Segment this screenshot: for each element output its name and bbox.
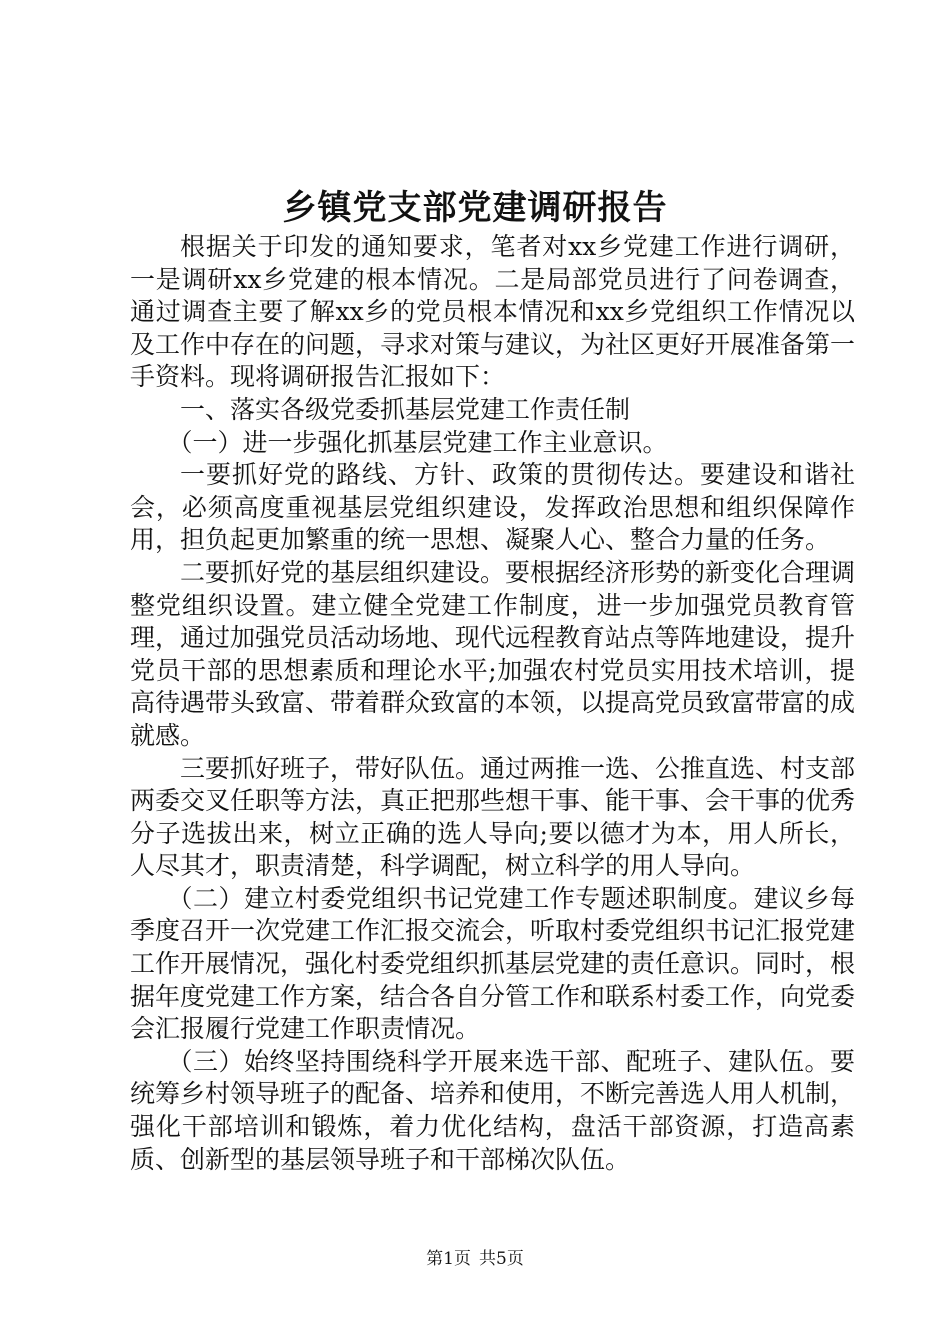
- page-number: 第1页: [426, 1249, 471, 1269]
- page-footer: [0, 1247, 950, 1271]
- subsection-heading-1: （一）进一步强化抓基层党建工作主业意识。: [167, 427, 668, 457]
- paragraph-point-2: 二要抓好党的基层组织建设。要根据经济形势的新变化合理调整党组织设置。建立健全党建工作制度，进一步加强党员教育管理，通过加强党员活动场地、现代远程教育站点等阵地建设，提升党员干部的思想素质和理论水平;加强农村党员实用技术培训，提高待遇带头致富、带着群众致富的本领，以提高党员致富带富的成就感。: [130, 557, 856, 750]
- document-title: 乡镇党支部党建调研报告: [282, 188, 668, 228]
- paragraph-point-3: 三要抓好班子，带好队伍。通过两推一选、公推直选、村支部两委交叉任职等方法，真正把那些想干事、能干事、会干事的优秀分子选拔出来，树立正确的选人导向;要以德才为本，用人所长，人尽其才，职责清楚，科学调配，树立科学的用人导向。: [130, 753, 856, 881]
- paragraph-intro: 根据关于印发的通知要求，笔者对xx乡党建工作进行调研，一是调研xx乡党建的根本情况。二是局部党员进行了问卷调查，通过调查主要了解xx乡的党员根本情况和xx乡党组织工作情况以及工作中存在的问题，寻求对策与建议，为社区更好开展准备第一手资料。现将调研报告汇报如下：: [130, 232, 856, 392]
- document-body: [130, 231, 855, 1176]
- page-total: 共5页: [479, 1249, 524, 1269]
- section-heading-1: 一、落实各级党委抓基层党建工作责任制: [180, 394, 631, 424]
- paragraph-subsection-3: （三）始终坚持围绕科学开展来选干部、配班子、建队伍。要统筹乡村领导班子的配备、培养和使用，不断完善选人用人机制，强化干部培训和锻炼，着力优化结构，盘活干部资源，打造高素质、创新型的基层领导班子和干部梯次队伍。: [130, 1046, 856, 1174]
- paragraph-subsection-2: （二）建立村委党组织书记党建工作专题述职制度。建议乡每季度召开一次党建工作汇报交流会，听取村委党组织书记汇报党建工作开展情况，强化村委党组织抓基层党建的责任意识。同时，根据年度党建工作方案，结合各自分管工作和联系村委工作，向党委会汇报履行党建工作职责情况。: [130, 883, 856, 1044]
- paragraph-point-1: 一要抓好党的路线、方针、政策的贯彻传达。要建设和谐社会，必须高度重视基层党组织建设，发挥政治思想和组织保障作用，担负起更加繁重的统一思想、凝聚人心、整合力量的任务。: [130, 460, 855, 555]
